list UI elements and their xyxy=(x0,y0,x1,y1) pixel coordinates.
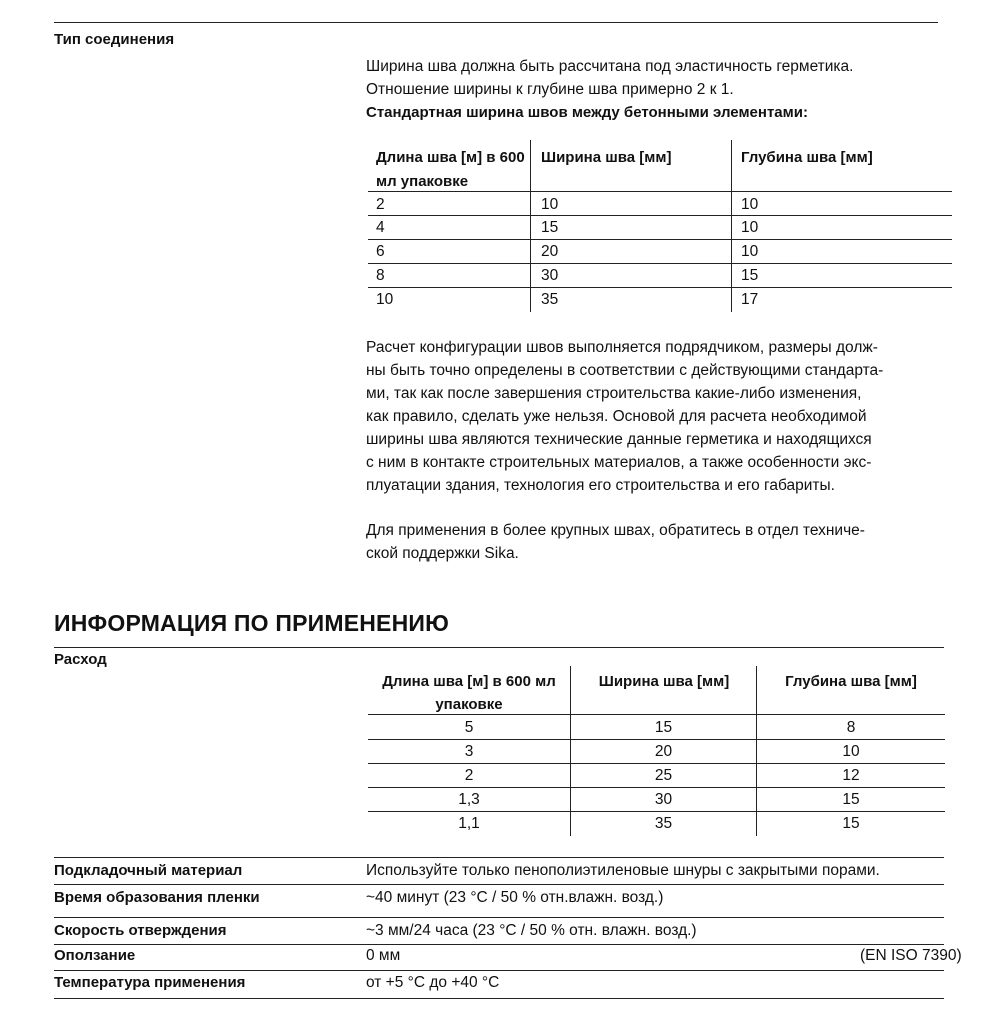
table-cell: 30 xyxy=(541,267,559,284)
property-divider xyxy=(54,917,944,918)
property-value: 0 мм xyxy=(366,947,401,964)
support-paragraph: Для применения в более крупных швах, обратитесь в отдел техниче- ской поддержки Sika. xyxy=(366,522,865,562)
table-cell: 20 xyxy=(654,743,673,760)
joint-type-label: Тип соединения xyxy=(54,31,175,48)
table1-rule xyxy=(368,287,952,288)
standard-width-title: Стандартная ширина швов между бетонными элементами: xyxy=(366,104,808,121)
table2-header-depth: Глубина шва [мм] xyxy=(785,673,917,690)
property-divider xyxy=(54,857,944,858)
table2-header-width: Ширина шва [мм] xyxy=(598,673,730,690)
table2-rule xyxy=(368,787,945,788)
table1-col-divider xyxy=(731,140,732,312)
table1-rule xyxy=(368,263,952,264)
table-cell: 8 xyxy=(376,267,385,284)
table-cell: 15 xyxy=(654,719,673,736)
joint-calc-paragraph: Расчет конфигурации швов выполняется подрядчиком, размеры долж- ны быть точно определены в соответствии с действующими стандарта- ми, так как после завершения строительства какие-либо изменения, как правило, сделать уже нельзя. Основой для расчета необходимой ширины шва являются технические данные герметика и находящихся с ним в контакте строительных материалов, а также особенности экс- плуатации здания, технология его строительства и его габариты. xyxy=(366,339,884,494)
table2-rule xyxy=(368,811,945,812)
table-cell: 2 xyxy=(376,196,385,213)
table1-header-depth: Глубина шва [мм] xyxy=(741,149,873,166)
property-value: от +5 °C до +40 °C xyxy=(366,974,500,991)
table-cell: 10 xyxy=(541,196,559,213)
table1-header-width: Ширина шва [мм] xyxy=(541,149,672,166)
table-cell: 5 xyxy=(464,719,474,736)
table1-header-length: Длина шва [м] в 600 мл упаковке xyxy=(376,149,525,190)
table-cell: 4 xyxy=(376,219,385,236)
table-cell: 2 xyxy=(464,767,474,784)
table-cell: 15 xyxy=(842,791,860,808)
joint-type-line2: Отношение ширины к глубине шва примерно 2 к 1. xyxy=(366,81,734,98)
table1-col-divider xyxy=(530,140,531,312)
property-divider xyxy=(54,944,944,945)
test-standard-note: (EN ISO 7390) xyxy=(860,947,962,964)
property-divider xyxy=(54,884,944,885)
table2-rule xyxy=(368,739,945,740)
table1-rule xyxy=(368,191,952,192)
table-cell: 17 xyxy=(741,291,759,308)
table-cell: 1,3 xyxy=(458,791,480,808)
property-label: Подкладочный материал xyxy=(54,862,243,879)
property-label: Время образования пленки xyxy=(54,889,260,906)
table-cell: 10 xyxy=(741,196,759,213)
application-info-heading: ИНФОРМАЦИЯ ПО ПРИМЕНЕНИЮ xyxy=(54,610,450,636)
table-cell: 1,1 xyxy=(458,815,480,832)
table-cell: 25 xyxy=(654,767,673,784)
property-value: ~3 мм/24 часа (23 °C / 50 % отн. влажн. возд.) xyxy=(366,922,697,939)
property-label: Температура применения xyxy=(54,974,246,991)
property-value: Используйте только пенополиэтиленовые шнуры с закрытыми порами. xyxy=(366,862,880,879)
table-cell: 15 xyxy=(541,219,559,236)
table-cell: 3 xyxy=(464,743,474,760)
joint-type-line1: Ширина шва должна быть рассчитана под эластичность герметика. xyxy=(366,58,854,75)
table-cell: 35 xyxy=(541,291,559,308)
table-cell: 10 xyxy=(376,291,394,308)
table-cell: 35 xyxy=(654,815,673,832)
table-cell: 12 xyxy=(842,767,860,784)
table1-rule xyxy=(368,239,952,240)
table2-rule xyxy=(368,763,945,764)
table-cell: 20 xyxy=(541,243,559,260)
table-cell: 10 xyxy=(842,743,860,760)
section-divider xyxy=(54,647,944,648)
table-cell: 10 xyxy=(741,219,759,236)
property-label: Скорость отверждения xyxy=(54,922,227,939)
table-cell: 8 xyxy=(846,719,856,736)
consumption-label: Расход xyxy=(54,651,107,668)
bottom-divider xyxy=(54,998,944,999)
property-value: ~40 минут (23 °C / 50 % отн.влажн. возд.) xyxy=(366,889,664,906)
table1-rule xyxy=(368,215,952,216)
table-cell: 6 xyxy=(376,243,385,260)
table2-header-length: Длина шва [м] в 600 мл упаковке xyxy=(382,673,556,713)
table-cell: 30 xyxy=(654,791,673,808)
top-divider xyxy=(54,22,938,23)
table2-rule xyxy=(368,714,945,715)
property-label: Оползание xyxy=(54,947,136,964)
table-cell: 15 xyxy=(842,815,860,832)
table-cell: 15 xyxy=(741,267,759,284)
table-cell: 10 xyxy=(741,243,759,260)
